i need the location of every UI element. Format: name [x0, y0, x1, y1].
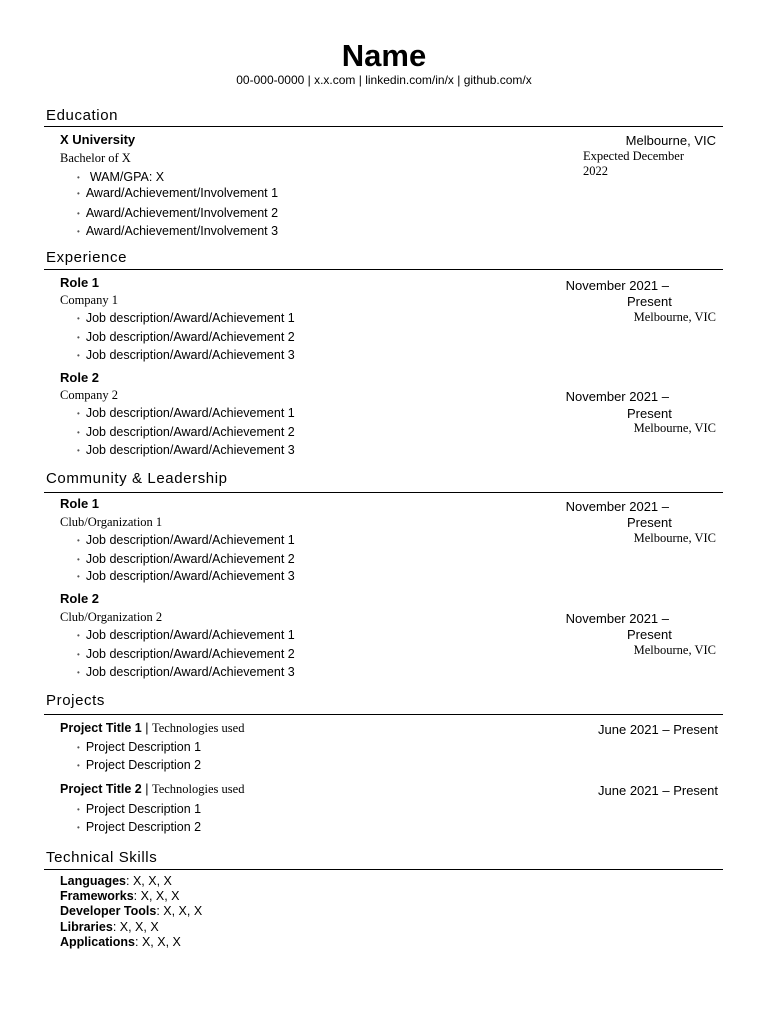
- role-title: Role 1: [60, 496, 100, 511]
- skill-label: Libraries: [60, 920, 113, 934]
- bullet-icon: •: [77, 189, 80, 199]
- bullet-icon: •: [77, 743, 80, 753]
- bullet-icon: •: [77, 823, 80, 833]
- list-item: • Project Description 2: [77, 820, 202, 834]
- project-title: Project Title 1: [60, 721, 142, 735]
- section-divider: [44, 126, 723, 127]
- role-date-end: Present: [627, 515, 672, 530]
- role-location: Melbourne, VIC: [633, 310, 716, 324]
- list-item: • Job description/Award/Achievement 2: [77, 425, 295, 439]
- role-date-end: Present: [627, 406, 672, 421]
- role-date-end: Present: [627, 294, 672, 309]
- list-item: • Job description/Award/Achievement 3: [77, 348, 295, 362]
- company-name: Company 2: [60, 388, 118, 402]
- bullet-icon: •: [77, 351, 80, 361]
- school-location: Melbourne, VIC: [625, 133, 716, 148]
- bullet-icon: •: [77, 761, 80, 771]
- project-date: June 2021 – Present: [598, 783, 718, 798]
- project-date: June 2021 – Present: [598, 722, 718, 737]
- project-separator: |: [141, 782, 152, 796]
- bullet-icon: •: [77, 446, 80, 456]
- role-date: November 2021 –: [565, 499, 669, 514]
- project-heading: [60, 721, 244, 736]
- organization-name: Club/Organization 1: [60, 515, 163, 529]
- organization-name: Club/Organization 2: [60, 610, 163, 624]
- list-item: • Project Description 1: [77, 740, 202, 754]
- section-title-skills: Technical Skills: [46, 849, 158, 866]
- list-item: • Project Description 1: [77, 802, 202, 816]
- list-item: • Job description/Award/Achievement 2: [77, 552, 295, 566]
- role-location: Melbourne, VIC: [633, 421, 716, 435]
- resume-name: Name: [341, 38, 427, 73]
- contact-line: 00-000-0000 | x.x.com | linkedin.com/in/x | github.com/x: [236, 73, 532, 87]
- bullet-icon: •: [77, 668, 80, 678]
- expected-graduation: [583, 149, 684, 179]
- bullet-icon: •: [77, 555, 80, 565]
- bullet-icon: •: [77, 209, 80, 219]
- list-item: • Job description/Award/Achievement 1: [77, 406, 295, 420]
- skill-label: Applications: [60, 935, 136, 949]
- section-title-community: Community & Leadership: [46, 470, 228, 487]
- list-item: • WAM/GPA: X: [77, 170, 165, 184]
- bullet-icon: •: [77, 314, 80, 324]
- skill-value: : X, X, X: [126, 874, 172, 888]
- bullet-icon: •: [77, 409, 80, 419]
- list-item: • Job description/Award/Achievement 1: [77, 533, 295, 547]
- list-item: • Award/Achievement/Involvement 3: [77, 224, 279, 238]
- expected-line-1: Expected December: [583, 149, 684, 163]
- list-item: • Job description/Award/Achievement 2: [77, 330, 295, 344]
- section-title-experience: Experience: [46, 249, 128, 266]
- skill-row: [60, 904, 202, 919]
- skill-label: Developer Tools: [60, 904, 157, 918]
- project-separator: |: [141, 721, 152, 735]
- skill-label: Frameworks: [60, 889, 134, 903]
- role-location: Melbourne, VIC: [633, 531, 716, 545]
- bullet-icon: •: [77, 572, 80, 582]
- section-title-education: Education: [46, 107, 119, 124]
- section-title-projects: Projects: [46, 692, 105, 709]
- company-name: Company 1: [60, 293, 118, 307]
- list-item: • Job description/Award/Achievement 1: [77, 311, 295, 325]
- role-title: Role 1: [60, 275, 100, 290]
- role-title: Role 2: [60, 370, 100, 385]
- bullet-icon: •: [77, 650, 80, 660]
- bullet-icon: •: [77, 227, 80, 237]
- expected-line-2: 2022: [583, 164, 608, 178]
- role-location: Melbourne, VIC: [633, 643, 716, 657]
- list-item: • Job description/Award/Achievement 2: [77, 647, 295, 661]
- skill-value: : X, X, X: [156, 904, 203, 918]
- skill-row: [60, 874, 172, 889]
- project-tech: Technologies used: [151, 782, 245, 796]
- section-divider: [44, 714, 723, 715]
- degree: Bachelor of X: [60, 151, 131, 165]
- project-tech: Technologies used: [151, 721, 245, 735]
- section-divider: [44, 869, 723, 870]
- bullet-icon: •: [77, 173, 80, 183]
- bullet-icon: •: [77, 428, 80, 438]
- skill-value: : X, X, X: [133, 889, 180, 903]
- section-divider: [44, 492, 723, 493]
- role-date: November 2021 –: [565, 611, 669, 626]
- list-item: • Job description/Award/Achievement 3: [77, 569, 295, 583]
- role-date: November 2021 –: [565, 389, 669, 404]
- bullet-icon: •: [77, 333, 80, 343]
- list-item: • Award/Achievement/Involvement 2: [77, 206, 279, 220]
- list-item: • Award/Achievement/Involvement 1: [77, 186, 279, 200]
- bullet-icon: •: [77, 536, 80, 546]
- role-date: November 2021 –: [565, 278, 669, 293]
- role-date-end: Present: [627, 627, 672, 642]
- skill-value: : X, X, X: [112, 920, 159, 934]
- section-divider: [44, 269, 723, 270]
- skill-row: [60, 920, 159, 935]
- skill-label: Languages: [60, 874, 126, 888]
- skill-value: : X, X, X: [135, 935, 181, 949]
- list-item: • Project Description 2: [77, 758, 202, 772]
- list-item: • Job description/Award/Achievement 3: [77, 443, 295, 457]
- role-title: Role 2: [60, 591, 100, 606]
- skill-row: [60, 889, 180, 904]
- project-heading: [60, 782, 244, 797]
- bullet-icon: •: [77, 805, 80, 815]
- school-name: X University: [60, 132, 136, 147]
- project-title: Project Title 2: [60, 782, 142, 796]
- list-item: • Job description/Award/Achievement 3: [77, 665, 295, 679]
- list-item: • Job description/Award/Achievement 1: [77, 628, 295, 642]
- bullet-icon: •: [77, 631, 80, 641]
- skill-row: [60, 935, 181, 950]
